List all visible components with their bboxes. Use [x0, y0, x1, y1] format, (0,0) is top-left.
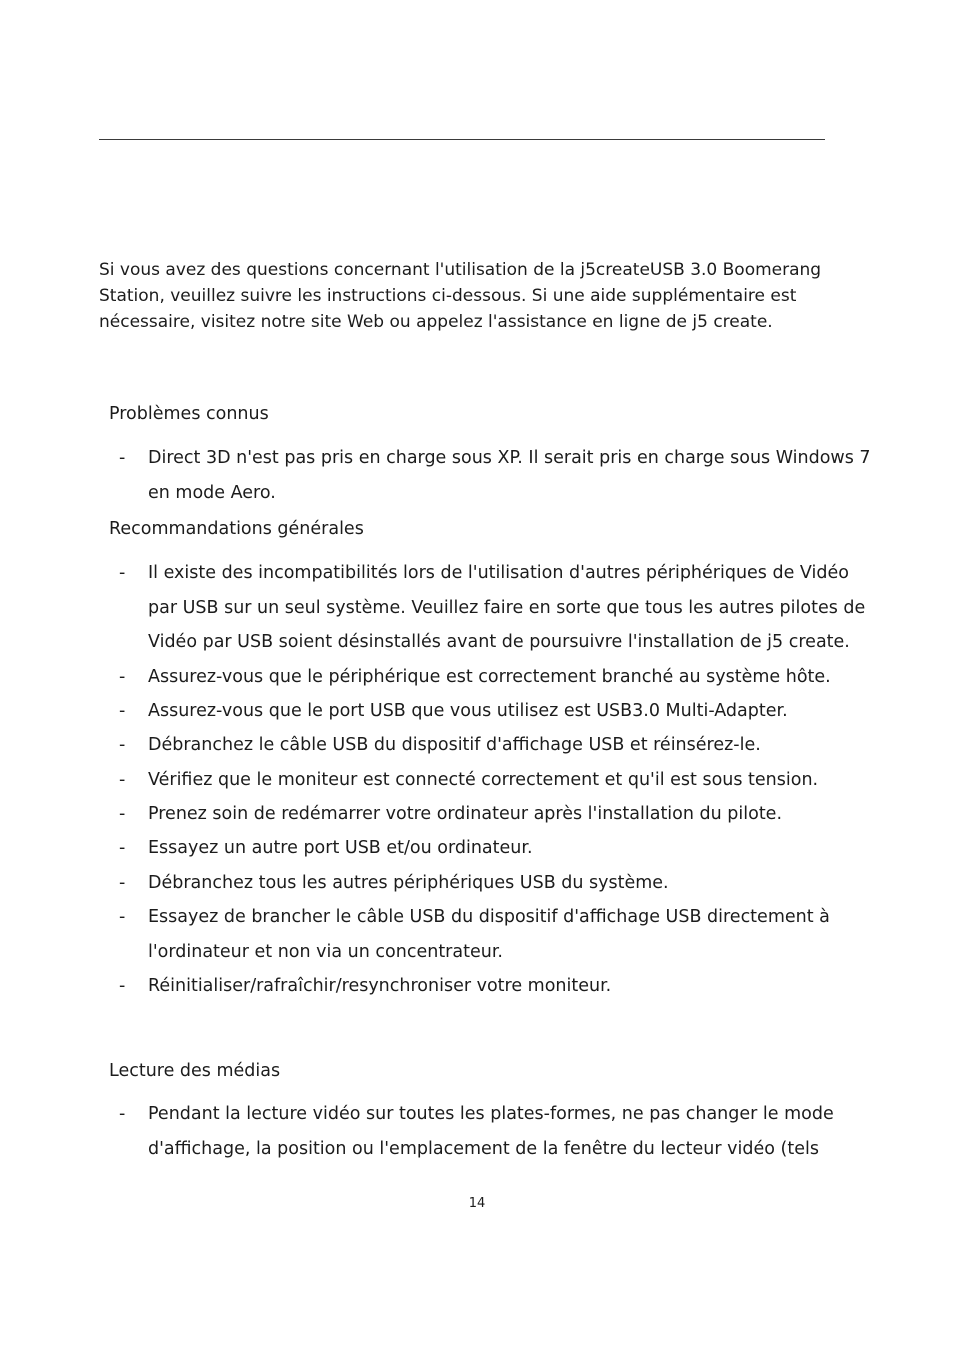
media-heading: Lecture des médias — [109, 1061, 281, 1081]
intro-paragraph: Si vous avez des questions concernant l'utilisation de la j5createUSB 3.0 Boomerang Station, veuillez suivre les instructions ci-dessous. Si une aide supplémentaire est nécessaire, visitez notre site Web ou appelez l'assistance en ligne de j5 create. — [99, 260, 822, 332]
bullet-dash: - — [119, 873, 126, 893]
bullet-dash: - — [119, 838, 126, 858]
list-item — [119, 441, 879, 510]
list-item-text: Pendant la lecture vidéo sur toutes les plates-formes, ne pas changer le mode d'affichage, la position ou l'emplacement de la fenêtre du lecteur vidéo (tels — [148, 1104, 834, 1159]
list-item-text: Débranchez le câble USB du dispositif d'affichage USB et réinsérez-le. — [148, 735, 761, 755]
list-item — [119, 556, 879, 660]
page-number: 14 — [468, 1196, 486, 1211]
list-item — [119, 969, 879, 1004]
list-item-text: Direct 3D n'est pas pris en charge sous XP. Il serait pris en charge sous Windows 7 en mode Aero. — [148, 448, 871, 503]
list-item — [119, 763, 879, 798]
list-item — [119, 797, 879, 832]
bullet-dash: - — [119, 976, 126, 996]
header-rule — [99, 139, 825, 140]
list-item-text: Prenez soin de redémarrer votre ordinateur après l'installation du pilote. — [148, 804, 783, 824]
bullet-dash: - — [119, 907, 126, 927]
bullet-dash: - — [119, 804, 126, 824]
bullet-dash: - — [119, 701, 126, 721]
bullet-dash: - — [119, 448, 126, 468]
list-item — [119, 900, 879, 969]
list-item — [119, 728, 879, 763]
list-item — [119, 1097, 879, 1166]
list-item — [119, 831, 879, 866]
list-item-text: Vérifiez que le moniteur est connecté correctement et qu'il est sous tension. — [148, 770, 819, 790]
bullet-dash: - — [119, 563, 126, 583]
list-item — [119, 660, 879, 695]
known-issues-heading: Problèmes connus — [109, 404, 269, 424]
bullet-dash: - — [119, 735, 126, 755]
list-item-text: Il existe des incompatibilités lors de l'utilisation d'autres périphériques de Vidéo par USB sur un seul système. Veuillez faire en sorte que tous les autres pilotes de Vidéo par USB soient désinstallés avant de poursuivre l'installation de j5 create. — [148, 563, 866, 652]
list-item-text: Réinitialiser/rafraîchir/resynchroniser votre moniteur. — [148, 976, 612, 996]
list-item-text: Essayez un autre port USB et/ou ordinateur. — [148, 838, 533, 858]
recommendations-heading: Recommandations générales — [109, 519, 364, 539]
list-item-text: Assurez-vous que le périphérique est correctement branché au système hôte. — [148, 667, 831, 687]
bullet-dash: - — [119, 770, 126, 790]
list-item-text: Débranchez tous les autres périphériques USB du système. — [148, 873, 669, 893]
bullet-dash: - — [119, 667, 126, 687]
list-item-text: Essayez de brancher le câble USB du dispositif d'affichage USB directement à l'ordinateur et non via un concentrateur. — [148, 907, 830, 962]
list-item-text: Assurez-vous que le port USB que vous utilisez est USB3.0 Multi-Adapter. — [148, 701, 788, 721]
list-item — [119, 694, 879, 729]
list-item — [119, 866, 879, 901]
bullet-dash: - — [119, 1104, 126, 1124]
